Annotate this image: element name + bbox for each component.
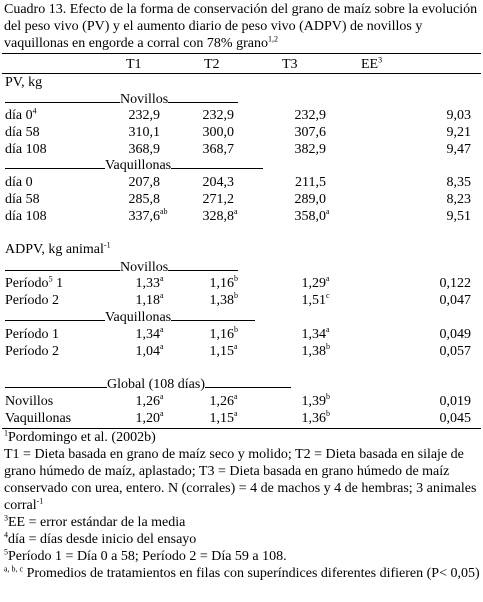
row-label: Período 2 [5,293,60,308]
cell-t1: 1,34$^a$ [135,325,164,342]
cell-t3: 1,51$^c$ [301,291,330,308]
cell-t2: 328,8$^a$ [202,207,238,224]
footnote-2: T1 = Dieta basada en grano de maíz seco y molido; T2 = Dieta basada en silaje de grano húmedo de maíz, aplastado; T3 = Dieta basada en grano húmedo de maíz conservado con urea, entero. N (corrales) = 4 de machos y 4 de hembras; 3 animales corral$^{-1}$ [4,447,477,513]
cell-t1: 207,8 [128,175,160,190]
cell-t2: 1,16$^b$ [209,325,238,342]
row-label: Período 1 [5,327,60,342]
group-vaquillonas-adpv: Vaquillonas [5,310,255,326]
footnote-1: $^1$Pordomingo et al. (2002b) [4,428,156,445]
cell-t3: 1,36$^b$ [301,409,330,426]
row-label: día 58 [5,125,40,140]
cell-t3: 1,34$^a$ [301,325,330,342]
cell-t3: 382,9 [294,142,326,157]
row-label: Vaquillonas [5,411,72,426]
cell-t2: 271,2 [202,192,234,207]
cell-t1: 1,33$^a$ [135,274,164,291]
cell-ee: 0,019 [439,394,471,409]
cell-t2: 204,3 [202,175,234,190]
row-label: Período 2 [5,344,60,359]
cell-t2: 300,0 [202,125,234,140]
cell-t2: 1,26$^a$ [209,392,238,409]
row-label: día $0^4$ [5,106,37,123]
group-novillos-pv: Novillos [5,92,238,108]
group-vaquillonas-pv: Vaquillonas [5,158,263,174]
row-label: día 58 [5,192,40,207]
cell-ee: 9,21 [446,125,471,140]
header-t1: T1 [126,57,142,72]
footnote-4: $^4$día = días desde inicio del ensayo [4,530,197,547]
group-novillos-adpv: Novillos [5,260,238,276]
cell-t2: 368,7 [202,142,234,157]
cell-ee: 0,057 [439,344,471,359]
cell-t1: 285,8 [128,192,160,207]
cell-t1: 337,6$^{ab}$ [128,207,168,224]
group-global: Global (108 días) [5,377,291,393]
cell-t3: 232,9 [294,108,326,123]
table-caption: Cuadro 13. Efecto de la forma de conservación del grano de maíz sobre la evolución del peso vivo (PV) y el aumento diario de peso vivo (ADPV) de novillos y vaquillonas en engorde a corral con 78% grano$^{1,2}$ [4,2,478,51]
cell-ee: 0,122 [439,276,471,291]
cell-t1: 1,04$^a$ [135,342,164,359]
cell-t3: 289,0 [294,192,326,207]
header-ee: $EE^3$ [361,55,383,72]
cell-t2: 1,38$^b$ [209,291,238,308]
cell-t3: 1,29$^a$ [301,274,330,291]
cell-t1: 1,18$^a$ [135,291,164,308]
cell-t2: 1,15$^a$ [209,409,238,426]
row-label: día 108 [5,209,47,224]
cell-ee: 9,51 [446,209,471,224]
row-label: Período$^5$ 1 [5,274,64,291]
top-rule [2,53,481,54]
cell-t2: 1,15$^a$ [209,342,238,359]
header-t2: T2 [204,57,220,72]
cell-ee: 0,047 [439,293,471,308]
cell-ee: 0,045 [439,411,471,426]
section-adpv-label: ADPV, kg animal$^{-1}$ [5,240,111,257]
footnote-3: $^3$EE = error estándar de la media [4,513,186,530]
cell-t1: 232,9 [128,108,160,123]
cell-t3: 307,6 [294,125,326,140]
cell-t1: 1,26$^a$ [135,392,164,409]
cell-ee: 8,35 [446,175,471,190]
cell-ee: 9,47 [446,142,471,157]
cell-t3: 1,39$^b$ [301,392,330,409]
cell-ee: 0,049 [439,327,471,342]
row-label: día 108 [5,142,47,157]
footnote-5: $^5$Período 1 = Día 0 a 58; Período 2 = Día 59 a 108. [4,547,287,564]
row-label: día 0 [5,175,33,190]
cell-t3: 1,38$^b$ [301,342,330,359]
cell-t1: 1,20$^a$ [135,409,164,426]
cell-t3: 358,0$^a$ [294,207,330,224]
cell-t2: 1,16$^b$ [209,274,238,291]
section-pv-label: PV, kg [5,75,43,90]
cell-t1: 368,9 [128,142,160,157]
cell-ee: 8,23 [446,192,471,207]
cell-ee: 9,03 [446,108,471,123]
cell-t2: 232,9 [202,108,234,123]
footnote-6: $^{a, b, c}$ Promedios de tratamientos en filas con superíndices diferentes difieren (P< 0,05) [4,564,480,581]
header-rule [2,73,481,74]
row-label: Novillos [5,394,54,409]
header-t3: T3 [282,57,298,72]
cell-t3: 211,5 [295,175,326,190]
cell-t1: 310,1 [128,125,160,140]
